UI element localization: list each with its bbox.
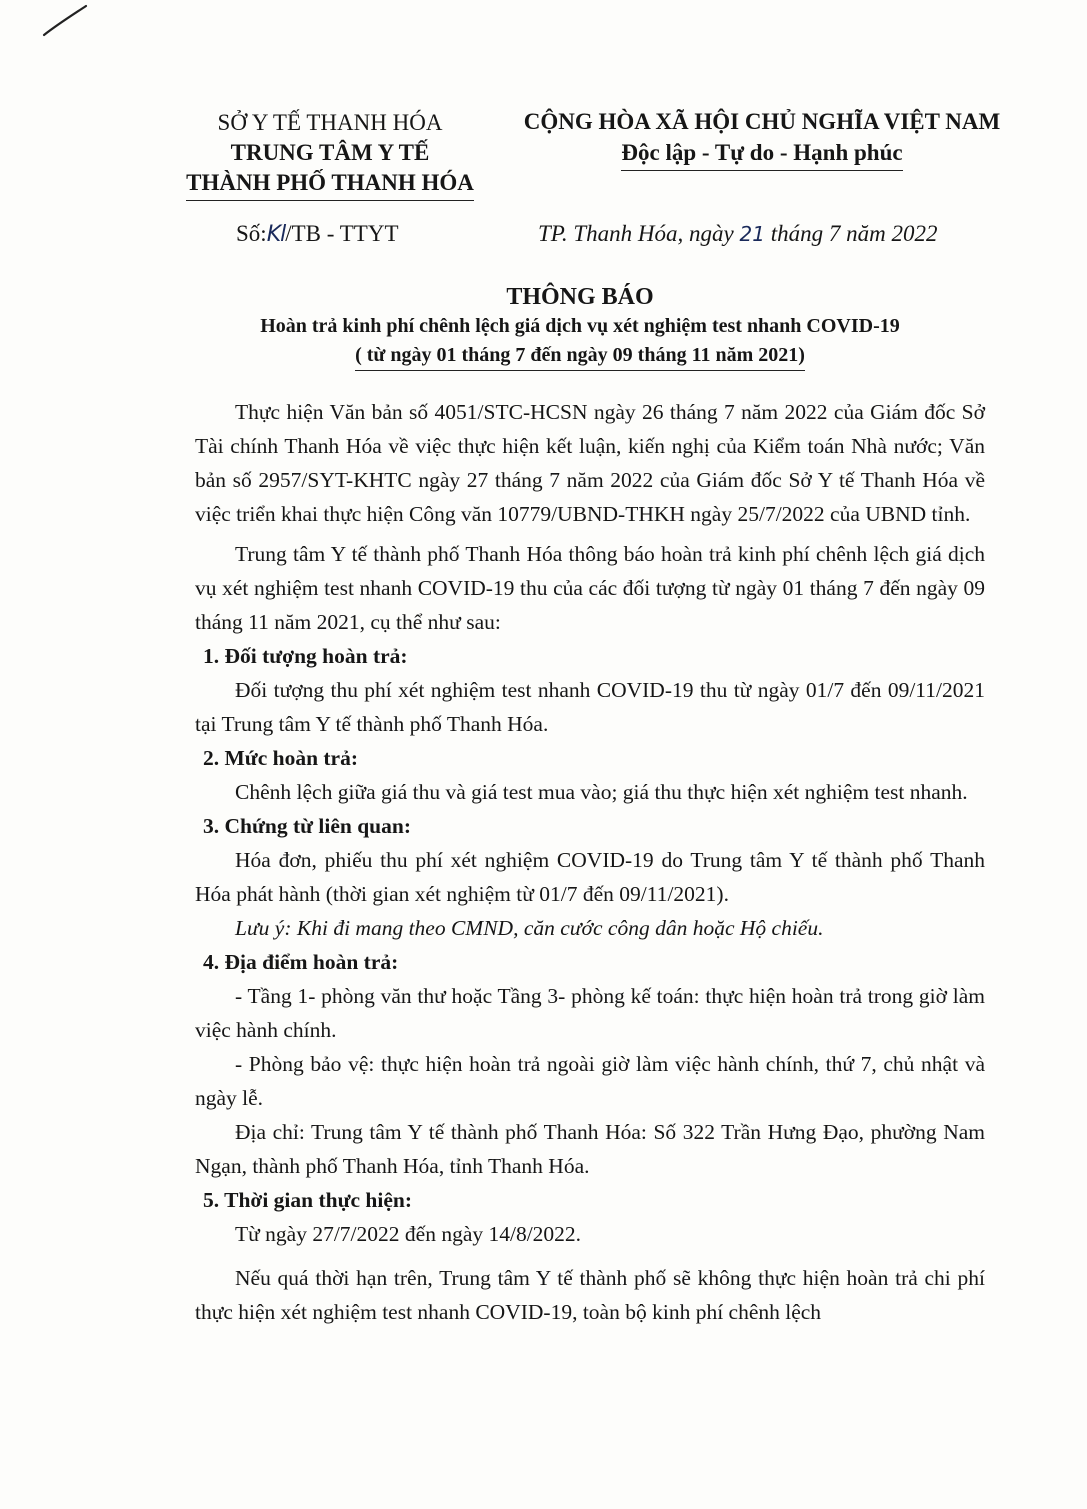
- document-number: [236, 221, 399, 247]
- issuer-city: THÀNH PHỐ THANH HÓA: [186, 168, 474, 201]
- section-3-text: Hóa đơn, phiếu thu phí xét nghiệm COVID-19 do Trung tâm Y tế thành phố Thanh Hóa phát hành (thời gian xét nghiệm từ 01/7 đến 09/11/2021).: [195, 848, 985, 906]
- issuer-center: TRUNG TÂM Y TẾ: [230, 140, 430, 165]
- document-subtitle: Hoàn trả kinh phí chênh lệch giá dịch vụ xét nghiệm test nhanh COVID-19: [260, 315, 900, 337]
- section-1-text: Đối tượng thu phí xét nghiệm test nhanh COVID-19 thu từ ngày 01/7 đến 09/11/2021 tại Trung tâm Y tế thành phố Thanh Hóa.: [195, 678, 985, 736]
- paragraph-1: Thực hiện Văn bản số 4051/STC-HCSN ngày 26 tháng 7 năm 2022 của Giám đốc Sở Tài chính Thanh Hóa về việc thực hiện kết luận, kiến nghị của Kiểm toán Nhà nước; Văn bản số 2957/SYT-KHTC ngày 27 tháng 7 năm 2022 của Giám đốc Sở Y tế Thanh Hóa về việc triển khai thực hiện Công văn 10779/UBND-THKH ngày 25/7/2022 của UBND tỉnh.: [195, 400, 985, 526]
- document-date-range: ( từ ngày 01 tháng 7 đến ngày 09 tháng 11 năm 2021): [355, 341, 805, 371]
- date-handwritten-day: 21: [739, 222, 765, 246]
- document-number-suffix: /TB - TTYT: [285, 221, 399, 246]
- section-4-address: Địa chỉ: Trung tâm Y tế thành phố Thanh Hóa: Số 322 Trần Hưng Đạo, phường Nam Ngạn, thành phố Thanh Hóa, tỉnh Thanh Hóa.: [195, 1120, 985, 1178]
- section-2-text: Chênh lệch giữa giá thu và giá test mua vào; giá thu thực hiện xét nghiệm test nhanh.: [235, 780, 968, 804]
- issuer-department: SỞ Y TẾ THANH HÓA: [217, 110, 443, 135]
- section-5-heading: 5. Thời gian thực hiện:: [203, 1188, 412, 1212]
- date-prefix: TP. Thanh Hóa, ngày: [538, 221, 734, 246]
- paragraph-2: Trung tâm Y tế thành phố Thanh Hóa thông báo hoàn trả kinh phí chênh lệch giá dịch vụ xét nghiệm test nhanh COVID-19 thu của các đối tượng từ ngày 01 tháng 7 đến ngày 09 tháng 11 năm 2021, cụ thể như sau:: [195, 542, 985, 634]
- title-block: [180, 282, 980, 371]
- section-5-text: Từ ngày 27/7/2022 đến ngày 14/8/2022.: [235, 1222, 582, 1246]
- national-header: [512, 106, 1012, 171]
- national-name: CỘNG HÒA XÃ HỘI CHỦ NGHĨA VIỆT NAM: [523, 109, 1001, 134]
- issuer-header: [160, 108, 500, 201]
- national-motto: Độc lập - Tự do - Hạnh phúc: [621, 137, 902, 171]
- document-body: [195, 395, 985, 1329]
- document-number-prefix: Số:: [236, 221, 267, 246]
- section-4-item-2: - Phòng bảo vệ: thực hiện hoàn trả ngoài giờ làm việc hành chính, thứ 7, chủ nhật và ngày lễ.: [195, 1052, 985, 1110]
- date-suffix: tháng 7 năm 2022: [770, 221, 938, 246]
- section-2-heading: 2. Mức hoàn trả:: [203, 746, 359, 770]
- pen-stroke-mark: [40, 0, 100, 40]
- closing-paragraph: Nếu quá thời hạn trên, Trung tâm Y tế thành phố sẽ không thực hiện hoàn trả chi phí thực hiện xét nghiệm test nhanh COVID-19, toàn bộ kinh phí chênh lệch: [195, 1266, 985, 1324]
- document-number-handwritten: Kl: [266, 222, 286, 247]
- section-1-heading: 1. Đối tượng hoàn trả:: [203, 644, 408, 668]
- section-3-note: Lưu ý: Khi đi mang theo CMND, căn cước công dân hoặc Hộ chiếu.: [235, 916, 824, 940]
- section-3-heading: 3. Chứng từ liên quan:: [203, 814, 412, 838]
- document-title: THÔNG BÁO: [506, 284, 654, 310]
- section-4-item-1: - Tầng 1- phòng văn thư hoặc Tầng 3- phòng kế toán: thực hiện hoàn trả trong giờ làm việc hành chính.: [195, 984, 985, 1042]
- section-4-heading: 4. Địa điểm hoàn trả:: [203, 950, 399, 974]
- document-date: [538, 221, 937, 247]
